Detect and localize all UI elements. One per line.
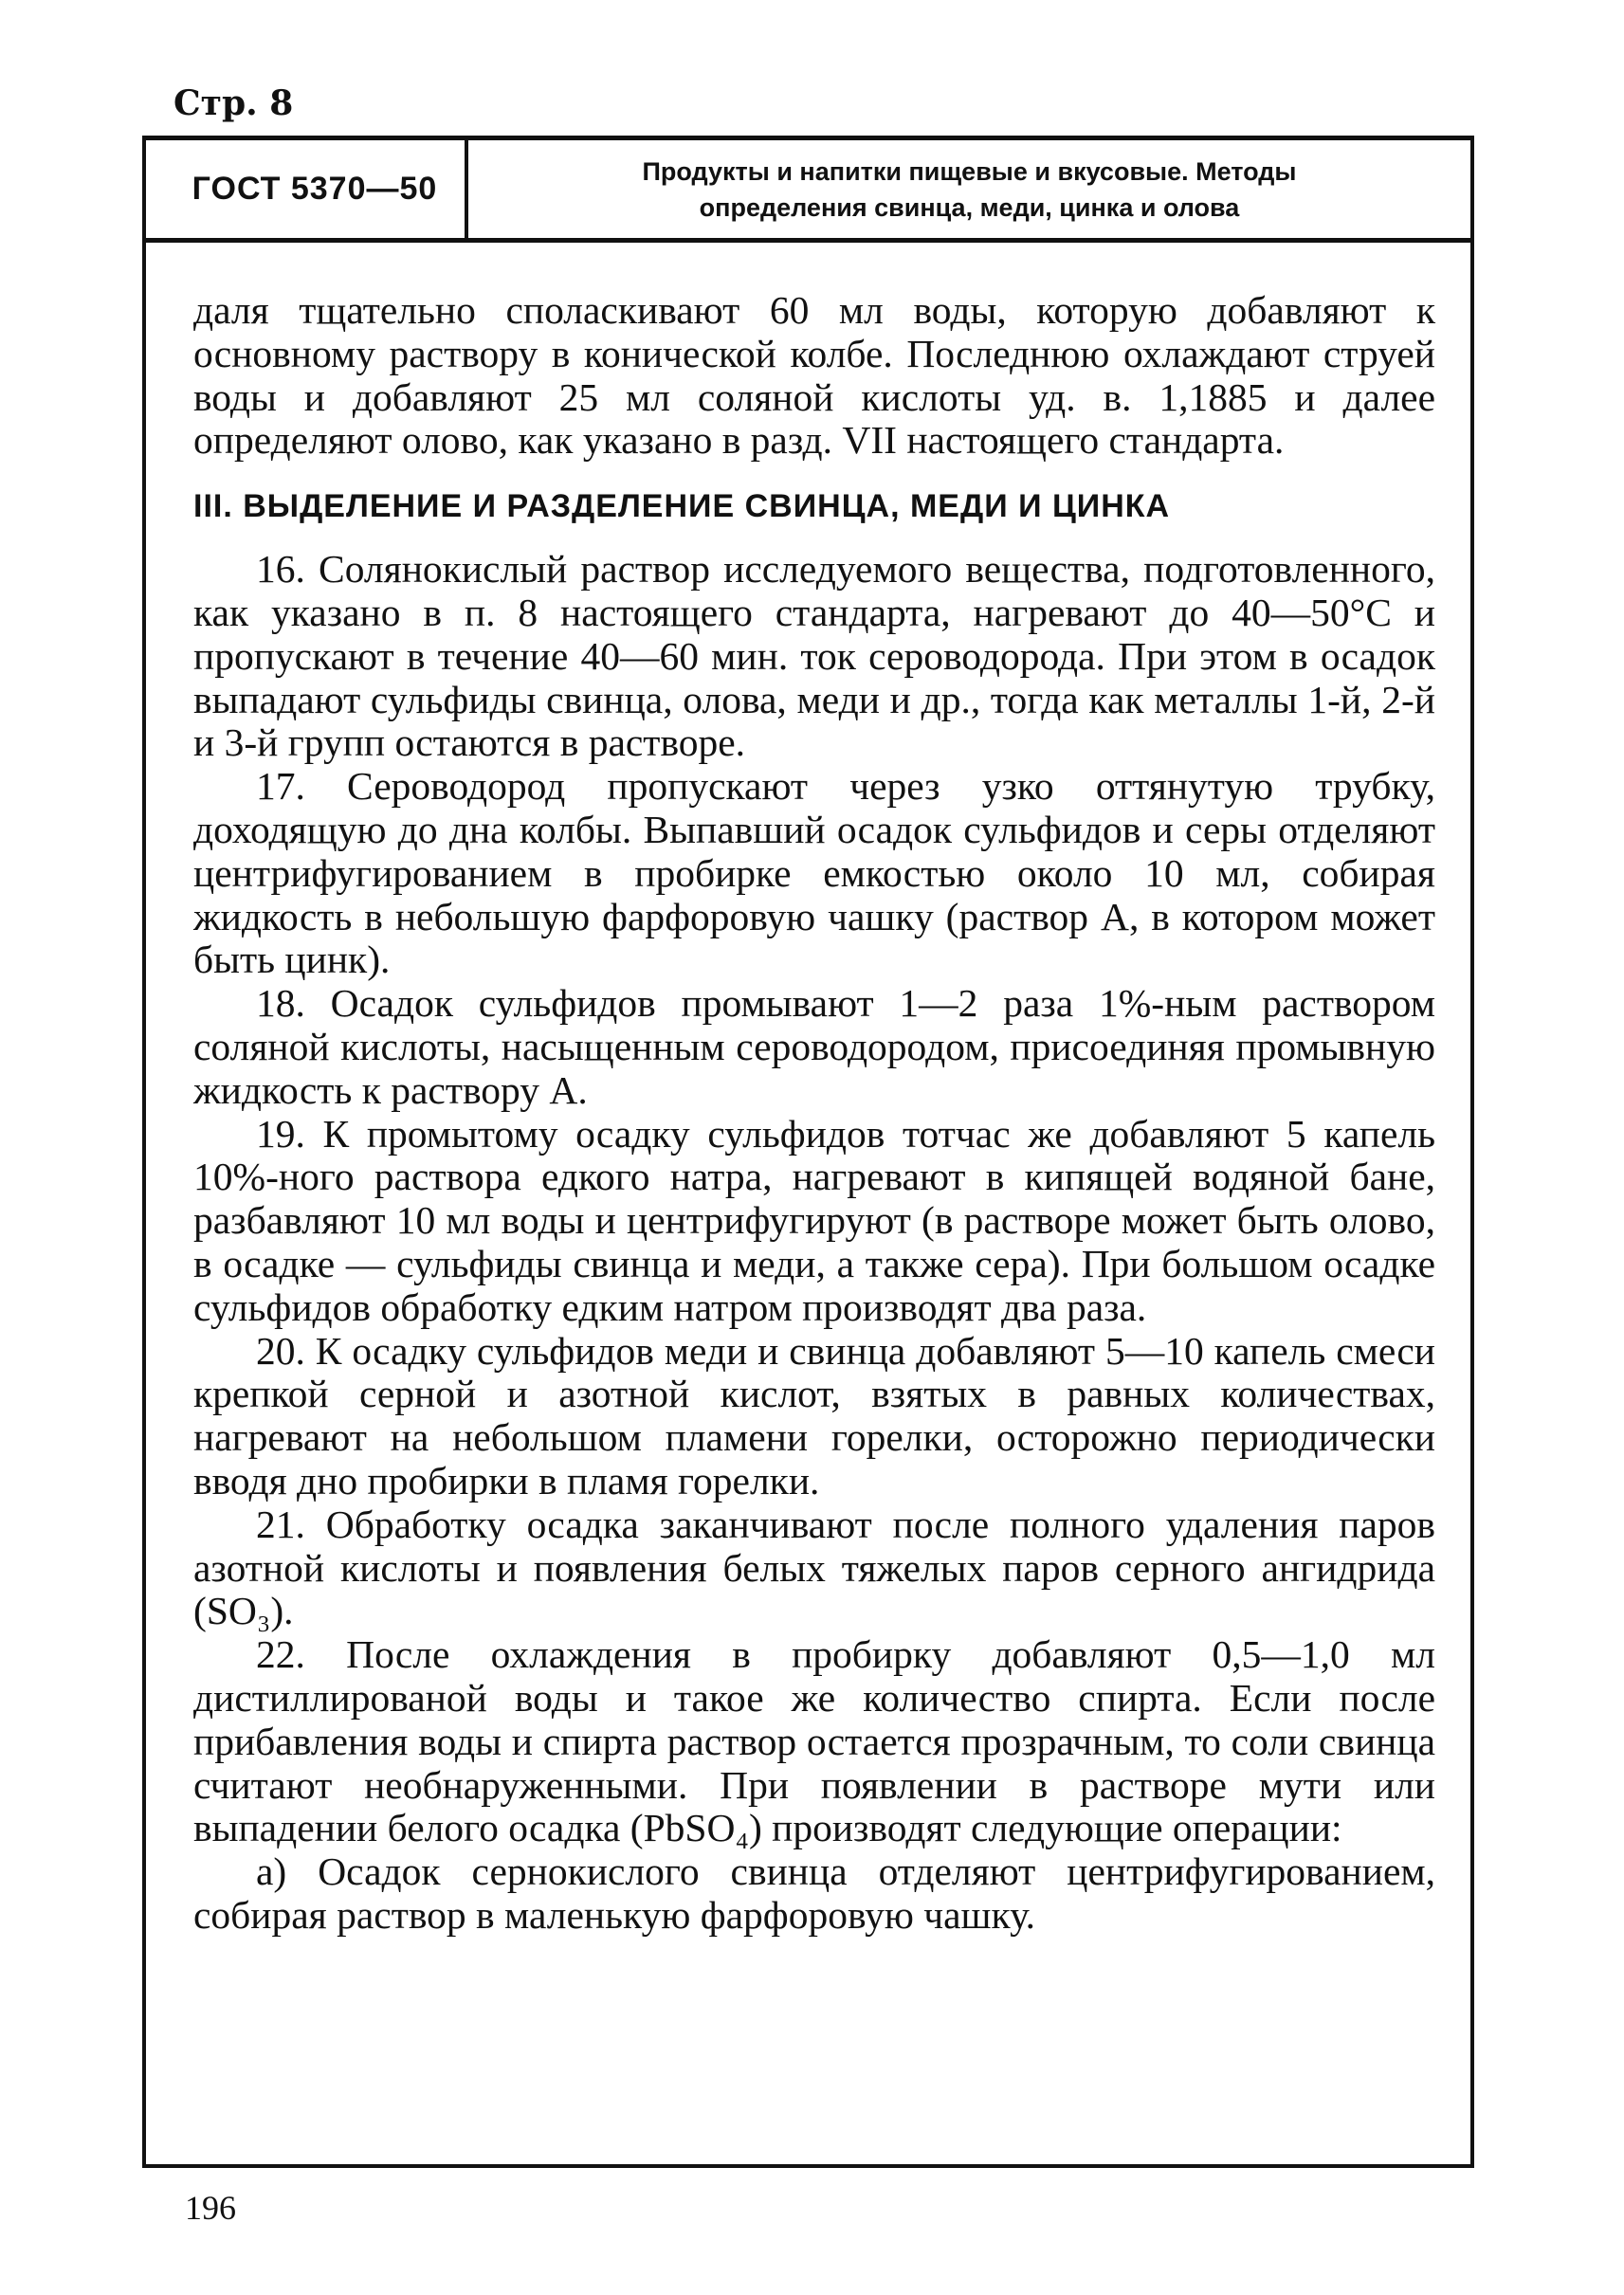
paragraph-22a: а) Осадок сернокислого свинца отделяют центрифугированием, собирая раствор в маленькую фарфоровую чашку. — [193, 1849, 1435, 1937]
intro-paragraph: даля тщательно споласкивают 60 мл воды, которую добавляют к основному раствору в конической колбе. Последнюю охлаждают струей воды и добавляют 25 мл соляной кислоты уд. в. 1,1885 и далее определяют олово, как указано в разд. VII настоящего стандарта. — [193, 288, 1435, 463]
document-header — [146, 140, 1470, 243]
standard-code: ГОСТ 5370—50 — [146, 140, 468, 238]
paragraph-19: 19. К промытому осадку сульфидов тотчас же добавляют 5 капель 10%-ного раствора едкого натра, нагревают в кипящей водяной бане, разбавляют 10 мл воды и центрифугируют (в растворе может быть олово, в осадке — сульфиды свинца и меди, а также сера). При большом осадке сульфидов обработку едким натром производят два раза. — [193, 1111, 1435, 1329]
page-number: 196 — [185, 2189, 236, 2227]
document-body — [193, 289, 1435, 1938]
page-label: Стр. 8 — [173, 83, 294, 123]
paragraph-16: 16. Солянокислый раствор исследуемого вещества, подготовленного, как указано в п. 8 настоящего стандарта, нагревают до 40—50°С и пропускают в течение 40—60 мин. ток сероводорода. При этом в осадок выпадают сульфиды свинца, олова, меди и др., тогда как металлы 1-й, 2-й и 3-й групп остаются в растворе. — [193, 547, 1435, 765]
paragraph-21: 21. Обработку осадка заканчивают после полного удаления паров азотной кислоты и появления белых тяжелых паров серного ангидрида (SO₃). — [193, 1502, 1435, 1633]
paragraph-18: 18. Осадок сульфидов промывают 1—2 раза 1%-ным раствором соляной кислоты, насыщенным сероводородом, присоединяя промывную жидкость к раствору А. — [193, 981, 1435, 1112]
paragraph-22: 22. После охлаждения в пробирку добавляют 0,5—1,0 мл дистиллированой воды и такое же количество спирта. Если после прибавления воды и спирта раствор остается прозрачным, то соли свинца считают необнаруженными. При появлении в растворе мути или выпадении белого осадка (PbSO₄) производят следующие операции: — [193, 1632, 1435, 1850]
standard-title-line-1: Продукты и напитки пищевые и вкусовые. Методы — [642, 156, 1297, 186]
section-heading: III. ВЫДЕЛЕНИЕ И РАЗДЕЛЕНИЕ СВИНЦА, МЕДИ И ЦИНКА — [193, 488, 1171, 525]
paragraph-17: 17. Сероводород пропускают через узко оттянутую трубку, доходящую до дна колбы. Выпавший осадок сульфидов и серы отделяют центрифугированием в пробирке емкостью около 10 мл, собирая жидкость в небольшую фарфоровую чашку (раствор А, в котором может быть цинк). — [193, 764, 1435, 982]
standard-title-line-2: определения свинца, меди, цинка и олова — [699, 192, 1240, 222]
paragraph-20: 20. К осадку сульфидов меди и свинца добавляют 5—10 капель смеси крепкой серной и азотной кислот, взятых в равных количествах, нагревают на небольшом пламени горелки, осторожно периодически вводя дно пробирки в пламя горелки. — [193, 1328, 1435, 1503]
standard-title — [468, 140, 1470, 238]
